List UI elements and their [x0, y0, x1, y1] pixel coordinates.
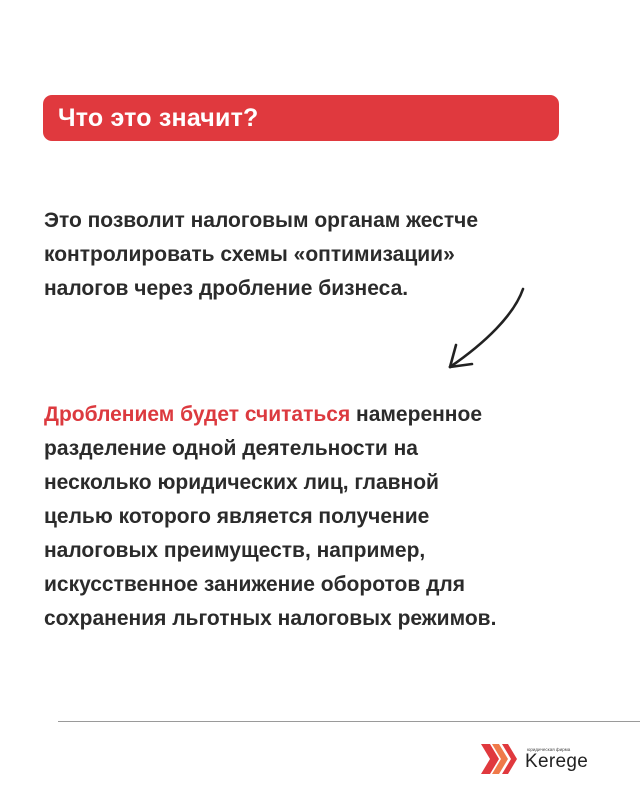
definition-line-7: сохранения льготных налоговых режимов.	[44, 607, 497, 630]
intro-line-1: Это позволит налоговым органам жестче	[44, 209, 479, 232]
logo-name: Kerege	[525, 750, 589, 772]
arrow-down-left-icon	[440, 285, 530, 375]
logo-tagline: юридическая фирма	[527, 746, 571, 752]
heading-title: Что это значит?	[58, 103, 259, 132]
definition-line-2: разделение одной деятельности на	[44, 437, 418, 460]
footer-divider	[58, 721, 640, 722]
definition-line-5: налоговых преимуществ, например,	[44, 539, 426, 562]
definition-paragraph	[44, 398, 604, 636]
definition-line-3: несколько юридических лиц, главной	[44, 471, 439, 494]
definition-line-1-rest: намеренное	[350, 403, 482, 426]
heading-banner	[43, 95, 559, 141]
definition-highlight: Дроблением будет считаться	[44, 403, 351, 426]
definition-line-6: искусственное занижение оборотов для	[44, 573, 466, 596]
kerege-logo-icon	[481, 744, 519, 774]
brand-logo	[481, 744, 588, 774]
definition-line-4: целью которого является получение	[44, 505, 430, 528]
intro-line-3: налогов через дробление бизнеса.	[44, 277, 409, 300]
intro-line-2: контролировать схемы «оптимизации»	[44, 243, 455, 266]
